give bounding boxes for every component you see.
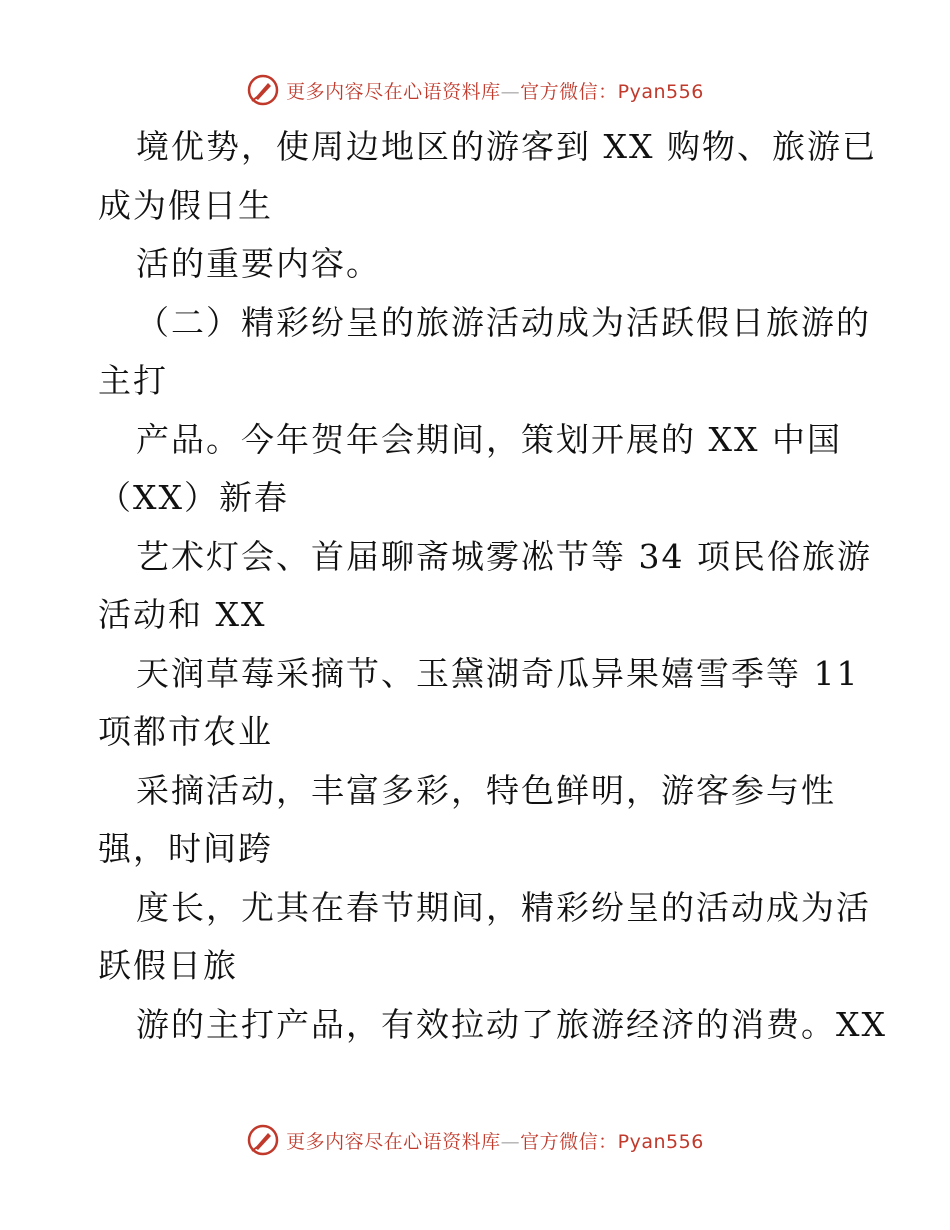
text-line: 境优势，使周边地区的游客到 XX 购物、旅游已: [136, 127, 877, 166]
header-watermark: [0, 72, 950, 108]
text-line: 产品。今年贺年会期间，策划开展的 XX 中国: [136, 419, 842, 459]
footer-watermark: [0, 1122, 950, 1158]
watermark-text: 更多内容尽在心语资料库—官方微信：Pyan556: [286, 80, 704, 103]
text-line: 成为假日生: [98, 185, 273, 225]
text-line: 度长，尤其在春节期间，精彩纷呈的活动成为活: [136, 887, 871, 927]
text-line: 项都市农业: [98, 712, 273, 751]
text-line: （XX）新春: [98, 478, 289, 517]
document-body: [98, 118, 887, 1054]
quill-circle-logo-icon: [246, 1123, 280, 1157]
text-line: 活的重要内容。: [136, 244, 381, 283]
watermark-text: 更多内容尽在心语资料库—官方微信：Pyan556: [286, 1130, 704, 1153]
text-line: 艺术灯会、首届聊斋城雾凇节等 34 项民俗旅游: [136, 536, 872, 576]
text-line: 天润草莓采摘节、玉黛湖奇瓜异果嬉雪季等 11: [136, 653, 860, 693]
text-line: 活动和 XX: [98, 595, 267, 634]
text-line: 跃假日旅: [98, 946, 238, 985]
text-line: 采摘活动，丰富多彩，特色鲜明，游客参与性: [136, 770, 836, 810]
text-line: 强，时间跨: [98, 829, 273, 868]
quill-circle-logo-icon: [246, 73, 280, 107]
text-line: 主打: [98, 361, 168, 400]
text-line: 游的主打产品，有效拉动了旅游经济的消费。XX: [136, 1004, 887, 1044]
text-line: （二）精彩纷呈的旅游活动成为活跃假日旅游的: [136, 302, 871, 342]
